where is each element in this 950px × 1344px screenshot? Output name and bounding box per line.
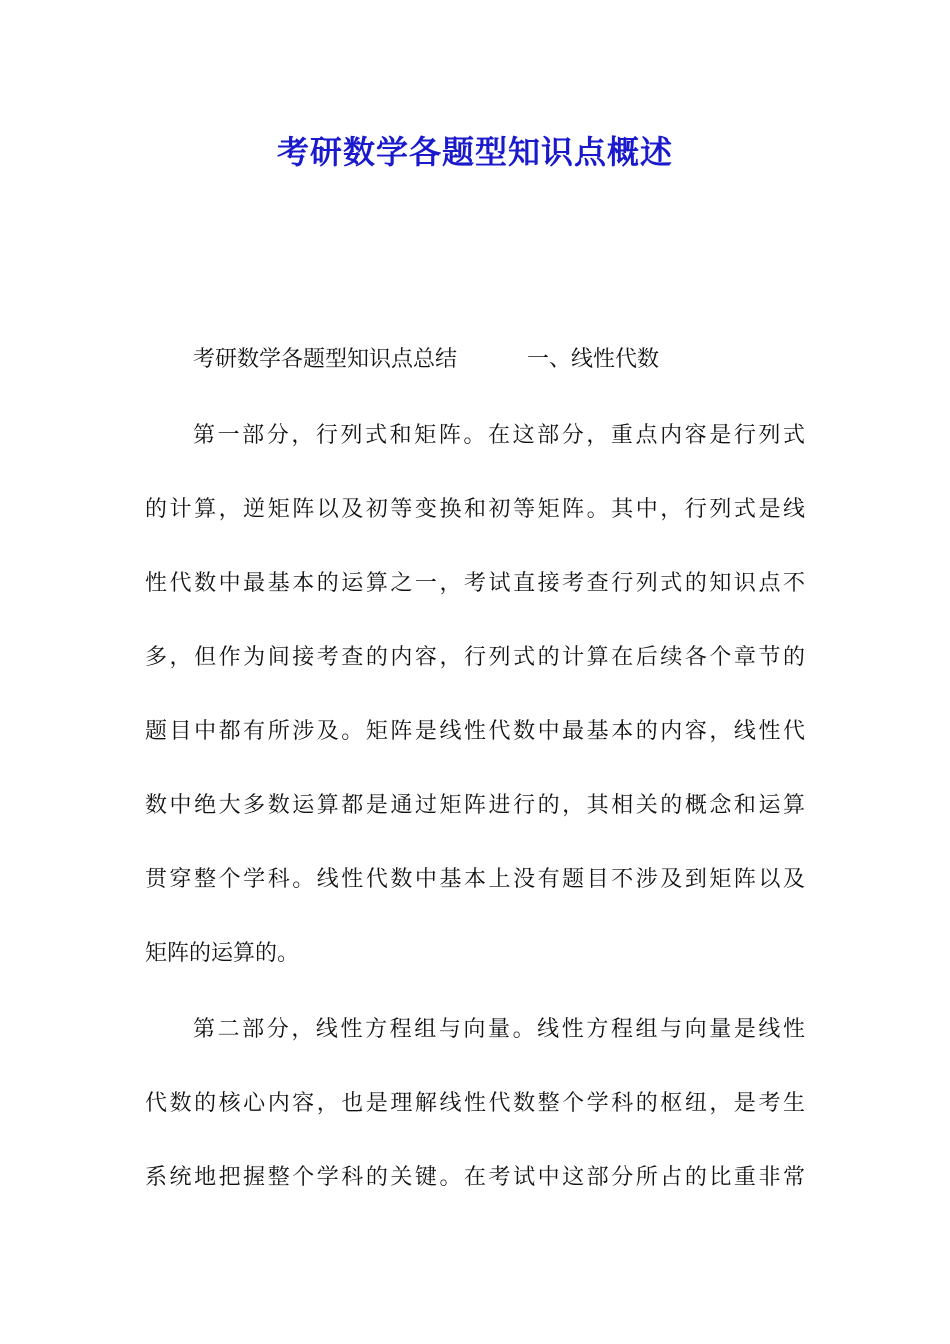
paragraph-line: 第二部分，线性方程组与向量。线性方程组与向量是线性 [193,1017,805,1042]
subheading-summary: 考研数学各题型知识点总结 [193,347,458,372]
paragraph-line: 贯穿整个学科。线性代数中基本上没有题目不涉及到矩阵以及 [145,867,805,892]
paragraph-line: 的计算，逆矩阵以及初等变换和初等矩阵。其中，行列式是线 [145,497,805,522]
paragraph-line: 矩阵的运算的。 [145,941,300,966]
paragraph-line: 题目中都有所涉及。矩阵是线性代数中最基本的内容，线性代 [145,719,805,744]
document-title: 考研数学各题型知识点概述 [276,133,673,171]
paragraph-line: 多，但作为间接考查的内容，行列式的计算在后续各个章节的 [145,645,805,670]
paragraph-line: 第一部分，行列式和矩阵。在这部分，重点内容是行列式 [193,423,805,448]
paragraph-line: 性代数中最基本的运算之一，考试直接考查行列式的知识点不 [145,571,805,596]
paragraph-line: 系统地把握整个学科的关键。在考试中这部分所占的比重非常 [145,1165,805,1190]
paragraph-line: 代数的核心内容，也是理解线性代数整个学科的枢纽，是考生 [145,1091,805,1116]
paragraph-line: 数中绝大多数运算都是通过矩阵进行的，其相关的概念和运算 [145,793,805,818]
subheading-section: 一、线性代数 [527,347,660,372]
